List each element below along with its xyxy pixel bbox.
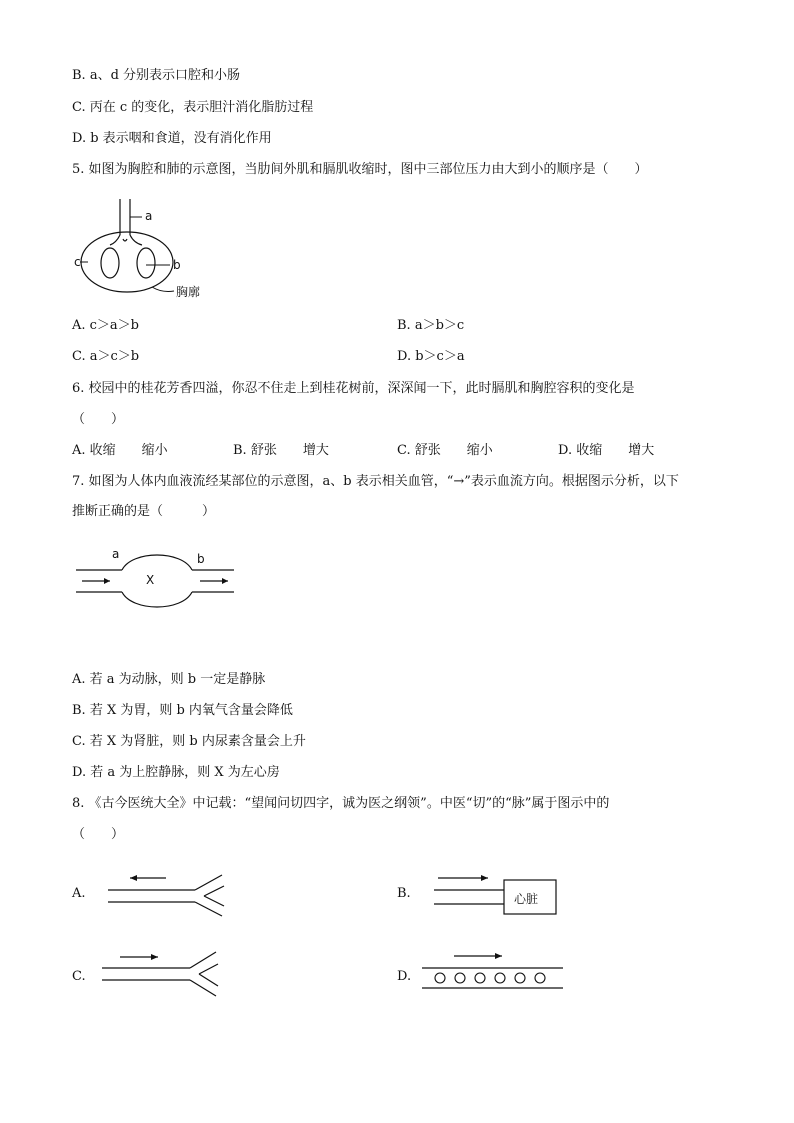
q8-option-c-letter: C. bbox=[72, 969, 86, 984]
q8-stem: 8. 《古今医统大全》中记载：“望闻问切四字，诚为医之纲领”。中医“切”的“脉”属于图示中的 bbox=[72, 796, 610, 811]
q8-option-a-letter: A. bbox=[72, 886, 86, 901]
q7-blood-flow-diagram bbox=[74, 545, 244, 615]
q5-label-c: c bbox=[74, 255, 81, 269]
q7-option-d: D. 若 a 为上腔静脉，则 X 为左心房 bbox=[72, 765, 280, 780]
prev-option-b: B. a、d 分别表示口腔和小肠 bbox=[72, 68, 241, 83]
prev-option-c: C. 丙在 c 的变化，表示胆汁消化脂肪过程 bbox=[72, 100, 314, 115]
q6-option-a: A. 收缩 缩小 bbox=[72, 443, 168, 458]
q6-stem: 6. 校园中的桂花芳香四溢，你忍不住走上到桂花树前，深深闻一下，此时膈肌和胸腔容积的变化是 bbox=[72, 381, 635, 396]
q8-option-b-letter: B. bbox=[397, 886, 411, 901]
q6-option-b: B. 舒张 增大 bbox=[233, 443, 329, 458]
q5-stem: 5. 如图为胸腔和肺的示意图，当肋间外肌和膈肌收缩时，图中三部位压力由大到小的顺序是（ ） bbox=[72, 162, 648, 177]
q6-option-d: D. 收缩 增大 bbox=[558, 443, 655, 458]
prev-option-d: D. b 表示咽和食道，没有消化作用 bbox=[72, 131, 272, 146]
q8-option-b-diagram bbox=[430, 868, 560, 918]
q6-stem-cont: （ ） bbox=[72, 412, 125, 427]
q5-label-a: a bbox=[145, 209, 153, 223]
q7-stem: 7. 如图为人体内血液流经某部位的示意图，a、b 表示相关血管，“→”表示血流方向。根据图示分析，以下 bbox=[72, 474, 679, 489]
q7-label-x: X bbox=[146, 573, 155, 587]
q5-option-a: A. c＞a＞b bbox=[72, 318, 140, 333]
q6-option-c: C. 舒张 缩小 bbox=[397, 443, 493, 458]
q7-option-c: C. 若 X 为肾脏，则 b 内尿素含量会上升 bbox=[72, 734, 306, 749]
q5-option-d: D. b＞c＞a bbox=[397, 349, 465, 364]
q5-option-c: C. a＞c＞b bbox=[72, 349, 140, 364]
q7-label-a: a bbox=[112, 547, 120, 561]
q7-option-a: A. 若 a 为动脉，则 b 一定是静脉 bbox=[72, 672, 266, 687]
q8-option-c-diagram bbox=[96, 948, 226, 998]
q8-option-d-diagram bbox=[420, 950, 570, 1000]
q7-label-b: b bbox=[197, 552, 205, 566]
q8-option-d-letter: D. bbox=[397, 969, 412, 984]
q5-option-b: B. a＞b＞c bbox=[397, 318, 465, 333]
q7-stem-cont: 推断正确的是（ ） bbox=[72, 504, 216, 519]
q5-label-b: b bbox=[173, 258, 181, 272]
q8-stem-cont: （ ） bbox=[72, 827, 125, 842]
q8-heart-label: 心脏 bbox=[514, 892, 539, 906]
q5-label-chest: 胸廓 bbox=[176, 285, 201, 299]
q7-option-b: B. 若 X 为胃，则 b 内氧气含量会降低 bbox=[72, 703, 293, 718]
q8-option-a-diagram bbox=[100, 870, 230, 920]
